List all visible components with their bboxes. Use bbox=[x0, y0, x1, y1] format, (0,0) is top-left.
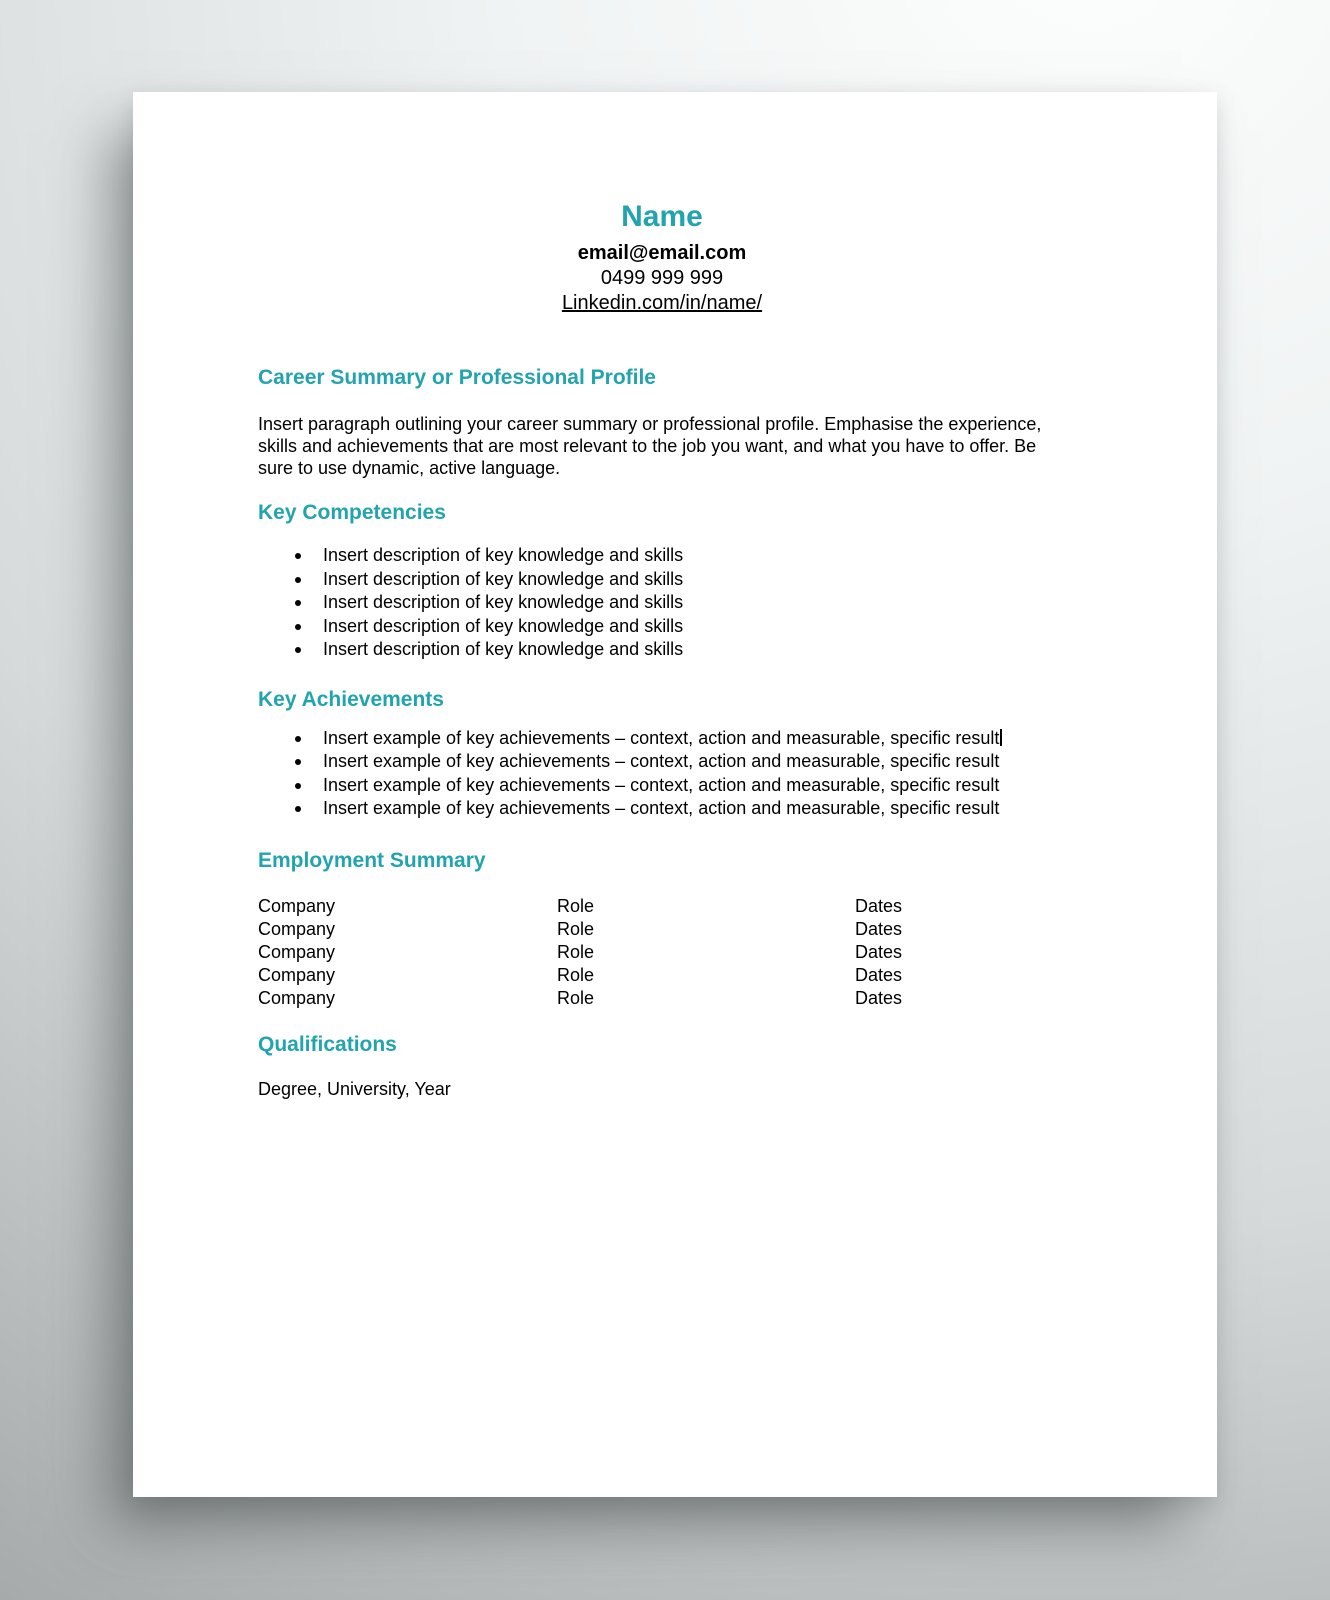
bullet-icon bbox=[295, 553, 301, 559]
company-cell: Company bbox=[258, 941, 336, 962]
bullet-icon bbox=[295, 783, 301, 789]
key-competencies-list bbox=[258, 544, 1066, 662]
key-achievements-heading: Key Achievements bbox=[258, 687, 444, 711]
company-cell: Company bbox=[258, 987, 336, 1008]
bullet-icon bbox=[295, 577, 301, 583]
list-item bbox=[258, 750, 1066, 774]
career-summary-section bbox=[258, 366, 1066, 479]
table-row bbox=[258, 941, 1066, 964]
bullet-icon bbox=[295, 647, 301, 653]
qualifications-section bbox=[258, 1033, 1066, 1100]
bullet-icon bbox=[295, 600, 301, 606]
dates-cell: Dates bbox=[855, 987, 903, 1008]
bullet-icon bbox=[295, 806, 301, 812]
key-competencies-section bbox=[258, 501, 1066, 662]
list-item-text: Insert description of key knowledge and skills bbox=[323, 639, 684, 659]
role-cell: Role bbox=[557, 964, 595, 985]
table-row bbox=[258, 987, 1066, 1010]
employment-summary-heading: Employment Summary bbox=[258, 848, 486, 872]
table-row bbox=[258, 964, 1066, 987]
role-cell: Role bbox=[557, 918, 595, 939]
email-text: email@email.com bbox=[577, 242, 747, 264]
text-cursor bbox=[1000, 729, 1002, 746]
list-item bbox=[258, 591, 1066, 615]
list-item bbox=[258, 638, 1066, 662]
dates-cell: Dates bbox=[855, 941, 903, 962]
list-item-text: Insert example of key achievements – context, action and measurable, specific result bbox=[323, 727, 1000, 748]
table-row bbox=[258, 918, 1066, 941]
dates-cell: Dates bbox=[855, 918, 903, 939]
linkedin-line bbox=[258, 291, 1066, 316]
career-summary-heading: Career Summary or Professional Profile bbox=[258, 366, 656, 389]
employment-summary-section bbox=[258, 849, 1066, 1010]
list-item bbox=[258, 544, 1066, 568]
bullet-icon bbox=[295, 736, 301, 742]
list-item-text: Insert example of key achievements – context, action and measurable, specific result bbox=[323, 798, 1000, 818]
role-cell: Role bbox=[557, 895, 595, 916]
key-achievements-section bbox=[258, 688, 1066, 821]
dates-cell: Dates bbox=[855, 895, 903, 916]
resume-header bbox=[258, 200, 1066, 316]
linkedin-link[interactable]: Linkedin.com/in/name/ bbox=[561, 292, 763, 314]
resume-content bbox=[258, 200, 1066, 1100]
table-row bbox=[258, 895, 1066, 918]
list-item-text: Insert description of key knowledge and skills bbox=[323, 592, 684, 612]
employment-table bbox=[258, 895, 1066, 1010]
list-item bbox=[258, 774, 1066, 798]
phone-text: 0499 999 999 bbox=[600, 267, 724, 289]
key-competencies-heading: Key Competencies bbox=[258, 501, 446, 524]
list-item bbox=[258, 615, 1066, 639]
role-cell: Role bbox=[557, 987, 595, 1008]
list-item bbox=[258, 797, 1066, 821]
career-summary-paragraph: Insert paragraph outlining your career summary or professional profile. Emphasise the experience, skills and achievements that are most relevant to the job you want, and what you have to offer. Be sure to use dynamic, active language. bbox=[258, 414, 1042, 478]
name-heading: Name bbox=[621, 200, 703, 233]
company-cell: Company bbox=[258, 964, 336, 985]
company-cell: Company bbox=[258, 918, 336, 939]
list-item-text: Insert description of key knowledge and skills bbox=[323, 545, 684, 565]
key-achievements-list bbox=[258, 727, 1066, 821]
qualifications-heading: Qualifications bbox=[258, 1032, 397, 1056]
list-item-text: Insert example of key achievements – context, action and measurable, specific result bbox=[323, 751, 1000, 771]
company-cell: Company bbox=[258, 895, 336, 916]
bullet-icon bbox=[295, 759, 301, 765]
list-item-text: Insert description of key knowledge and skills bbox=[323, 568, 684, 589]
list-item-text: Insert description of key knowledge and skills bbox=[323, 615, 684, 636]
list-item bbox=[258, 727, 1066, 751]
qualifications-text: Degree, University, Year bbox=[258, 1078, 451, 1099]
resume-page bbox=[133, 92, 1217, 1497]
list-item bbox=[258, 568, 1066, 592]
role-cell: Role bbox=[557, 941, 595, 962]
dates-cell: Dates bbox=[855, 964, 903, 985]
bullet-icon bbox=[295, 624, 301, 630]
list-item-text: Insert example of key achievements – context, action and measurable, specific result bbox=[323, 774, 1000, 795]
